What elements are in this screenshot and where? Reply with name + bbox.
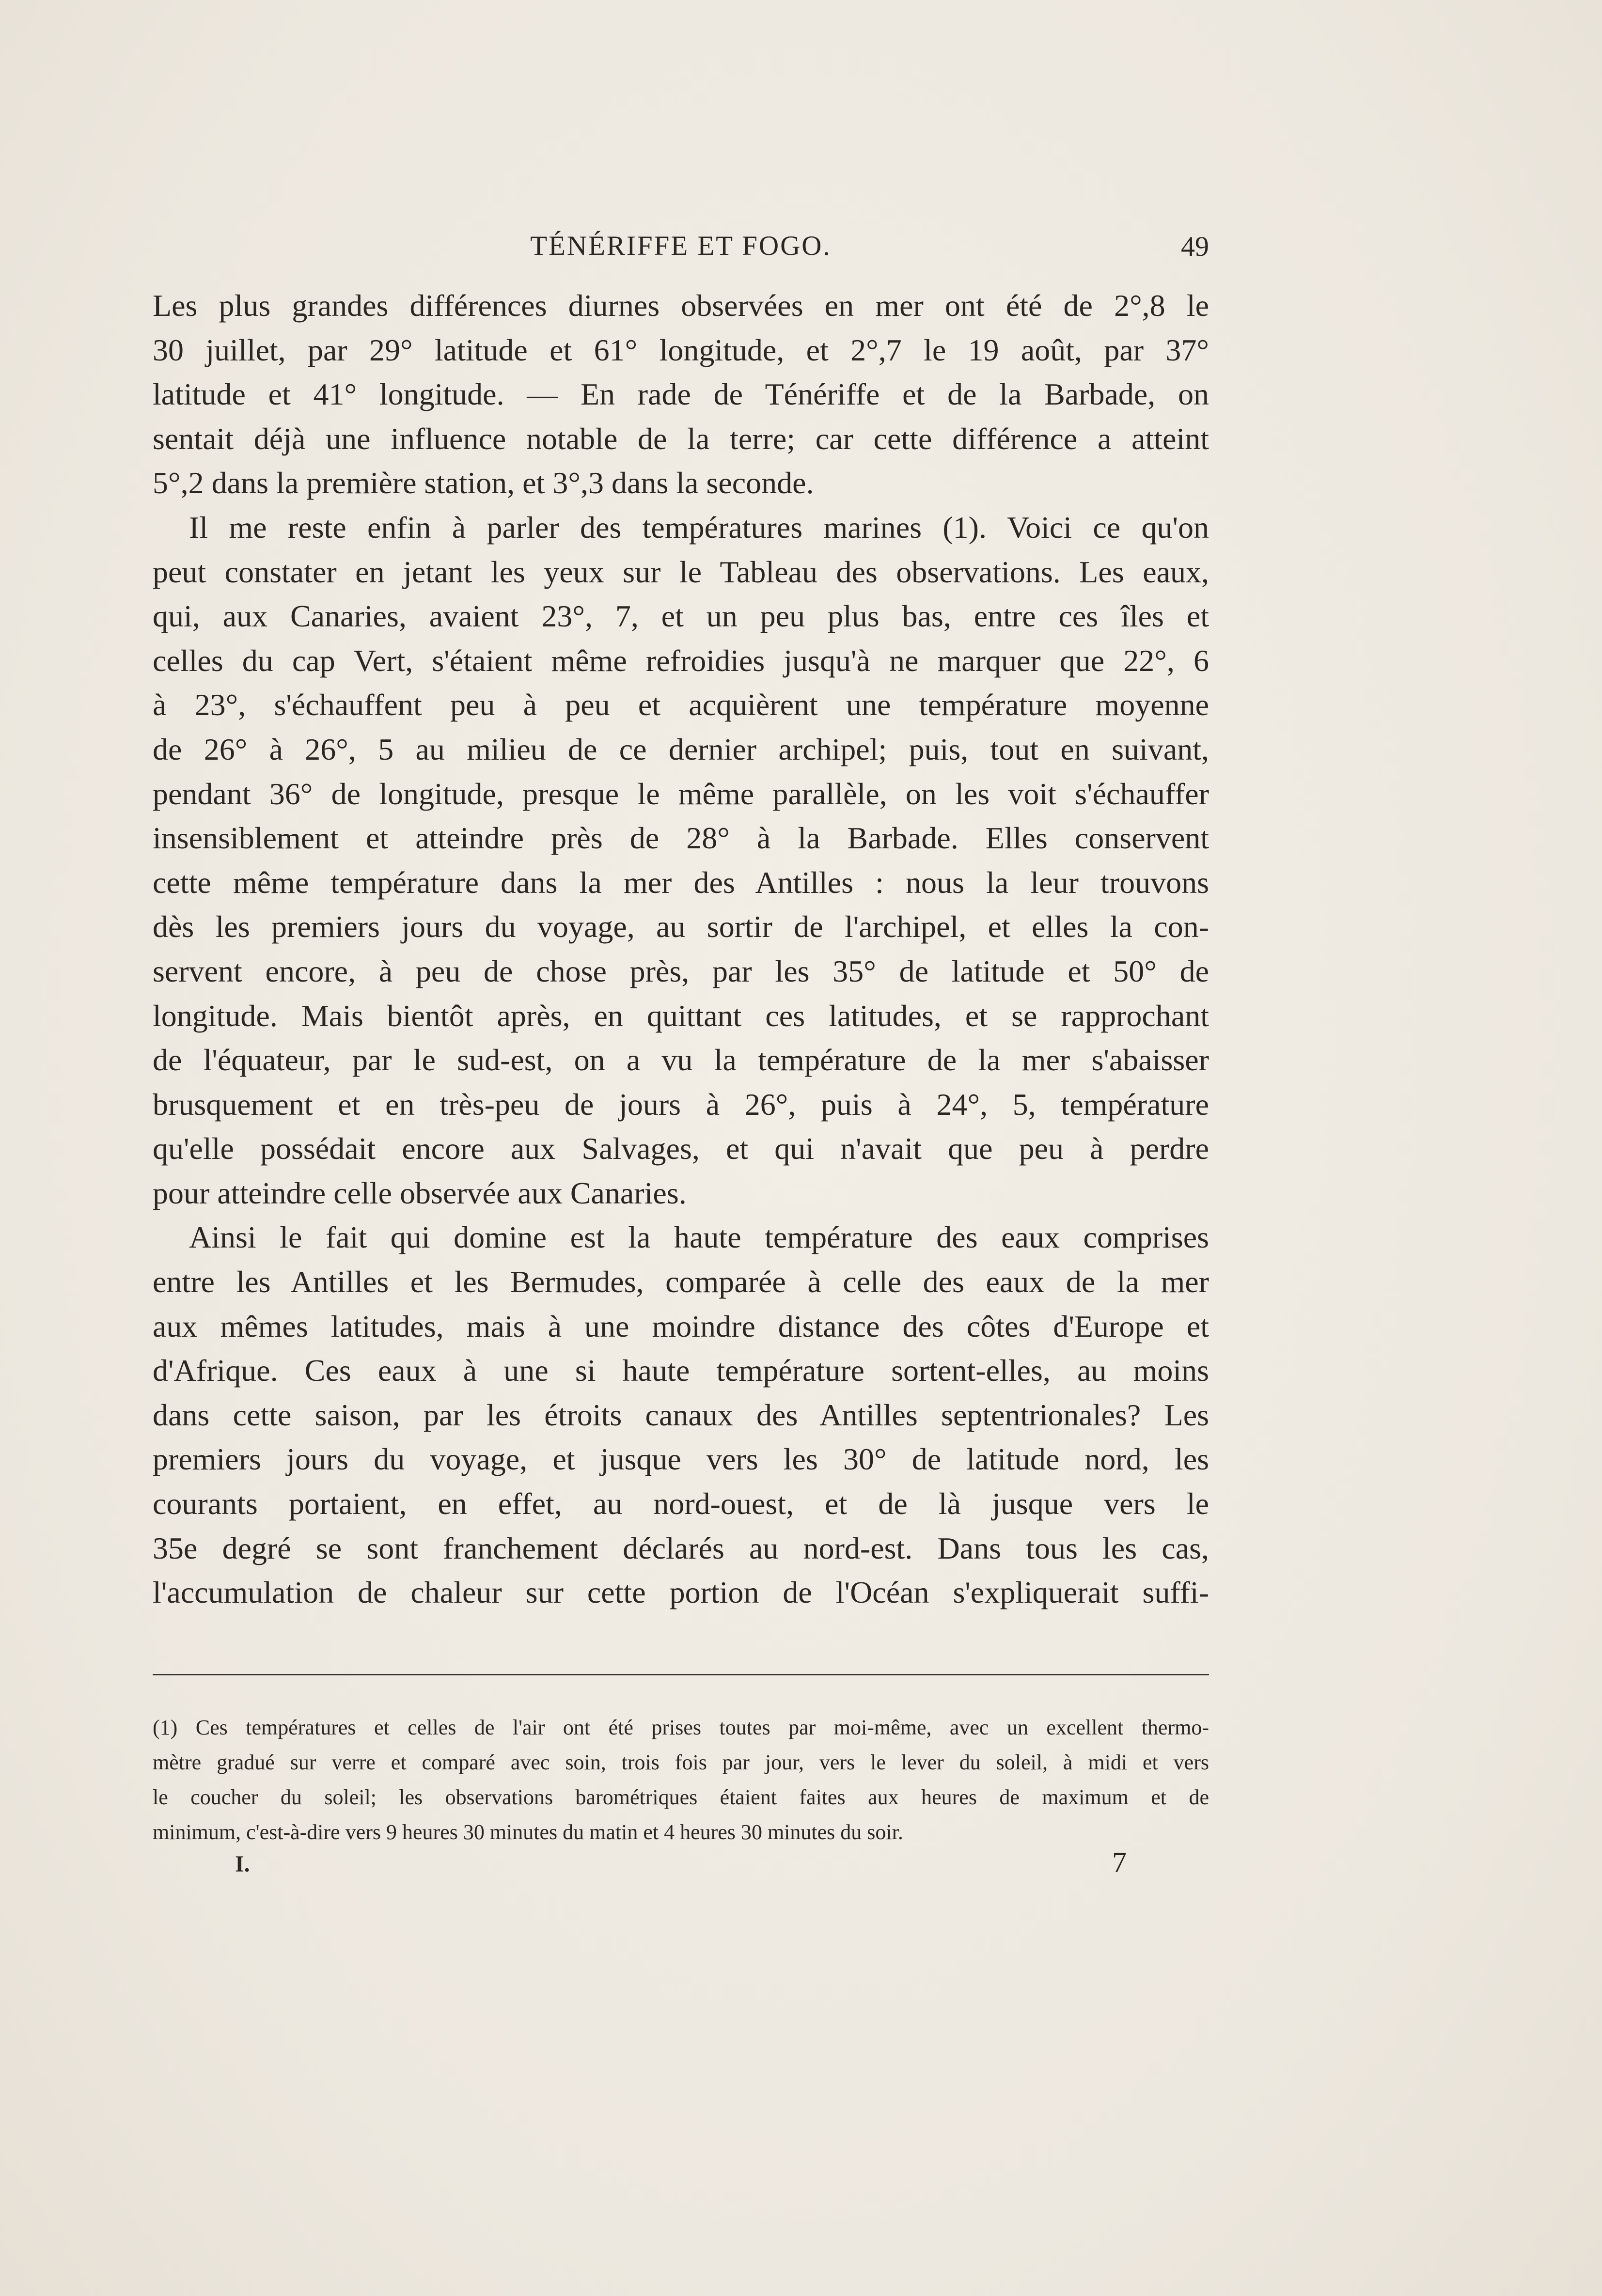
text-line: dès les premiers jours du voyage, au sortir de l'archipel, et elles la con- — [153, 909, 1209, 944]
text-line: à 23°, s'échauffent peu à peu et acquièrent une température moyenne — [153, 687, 1209, 722]
footnotes — [153, 1710, 1209, 1850]
text-line: 30 juillet, par 29° latitude et 61° longitude, et 2°,7 le 19 août, par 37° — [153, 332, 1209, 367]
gathering-number: 7 — [1112, 1846, 1127, 1878]
text-line: latitude et 41° longitude. — En rade de Ténériffe et de la Barbade, on — [153, 377, 1209, 412]
text-line: Les plus grandes différences diurnes observées en mer ont été de 2°,8 le — [153, 288, 1209, 323]
footnote-rule — [153, 1674, 1209, 1675]
text-line: 5°,2 dans la première station, et 3°,3 dans la seconde. — [153, 466, 814, 500]
text-line: qu'elle possédait encore aux Salvages, et qui n'avait que peu à perdre — [153, 1131, 1209, 1166]
footnote-line: mètre gradué sur verre et comparé avec soin, trois fois par jour, vers le lever du soleil, à midi et vers — [153, 1750, 1209, 1774]
text-line: longitude. Mais bientôt après, en quittant ces latitudes, et se rapprochant — [153, 998, 1209, 1033]
page-number: 49 — [1181, 231, 1209, 262]
running-title: TÉNÉRIFFE ET FOGO. — [530, 231, 832, 261]
text-line: l'accumulation de chaleur sur cette portion de l'Océan s'expliquerait suffi- — [153, 1575, 1209, 1610]
text-line: dans cette saison, par les étroits canaux des Antilles septentrionales? Les — [153, 1397, 1209, 1432]
footnote-line: (1) Ces températures et celles de l'air ont été prises toutes par moi-même, avec un excellent thermo- — [153, 1716, 1209, 1739]
text-line: courants portaient, en effet, au nord-ouest, et de là jusque vers le — [153, 1486, 1209, 1521]
signature-mark: I. — [235, 1851, 250, 1877]
footnote-line: minimum, c'est-à-dire vers 9 heures 30 minutes du matin et 4 heures 30 minutes du soir. — [153, 1820, 903, 1844]
text-line: entre les Antilles et les Bermudes, comparée à celle des eaux de la mer — [153, 1265, 1209, 1299]
text-line: Ainsi le fait qui domine est la haute température des eaux comprises — [189, 1220, 1209, 1255]
text-line: servent encore, à peu de chose près, par les 35° de latitude et 50° de — [153, 953, 1209, 988]
footnote-line: le coucher du soleil; les observations barométriques étaient faites aux heures de maximum et de — [153, 1785, 1209, 1809]
text-line: pendant 36° de longitude, presque le même parallèle, on les voit s'échauffer — [153, 776, 1209, 811]
text-line: premiers jours du voyage, et jusque vers les 30° de latitude nord, les — [153, 1442, 1209, 1477]
text-line: de l'équateur, par le sud-est, on a vu la température de la mer s'abaisser — [153, 1043, 1209, 1078]
running-header — [153, 230, 1209, 269]
text-line: cette même température dans la mer des Antilles : nous la leur trouvons — [153, 865, 1209, 900]
text-line: d'Afrique. Ces eaux à une si haute température sortent-elles, au moins — [153, 1353, 1209, 1388]
text-line: insensiblement et atteindre près de 28° à la Barbade. Elles conservent — [153, 821, 1209, 856]
body-text — [153, 283, 1209, 1615]
text-line: aux mêmes latitudes, mais à une moindre distance des côtes d'Europe et — [153, 1309, 1209, 1343]
text-line: Il me reste enfin à parler des températures marines (1). Voici ce qu'on — [189, 510, 1209, 545]
text-line: brusquement et en très-peu de jours à 26°, puis à 24°, 5, température — [153, 1087, 1209, 1122]
text-line: pour atteindre celle observée aux Canaries. — [153, 1175, 687, 1210]
text-line: de 26° à 26°, 5 au milieu de ce dernier archipel; puis, tout en suivant, — [153, 732, 1209, 766]
text-line: sentait déjà une influence notable de la terre; car cette différence a atteint — [153, 421, 1209, 456]
text-line: celles du cap Vert, s'étaient même refroidies jusqu'à ne marquer que 22°, 6 — [153, 643, 1209, 678]
text-line: 35e degré se sont franchement déclarés au nord-est. Dans tous les cas, — [153, 1531, 1209, 1565]
text-line: qui, aux Canaries, avaient 23°, 7, et un peu plus bas, entre ces îles et — [153, 599, 1209, 634]
text-line: peut constater en jetant les yeux sur le Tableau des observations. Les eaux, — [153, 554, 1209, 589]
